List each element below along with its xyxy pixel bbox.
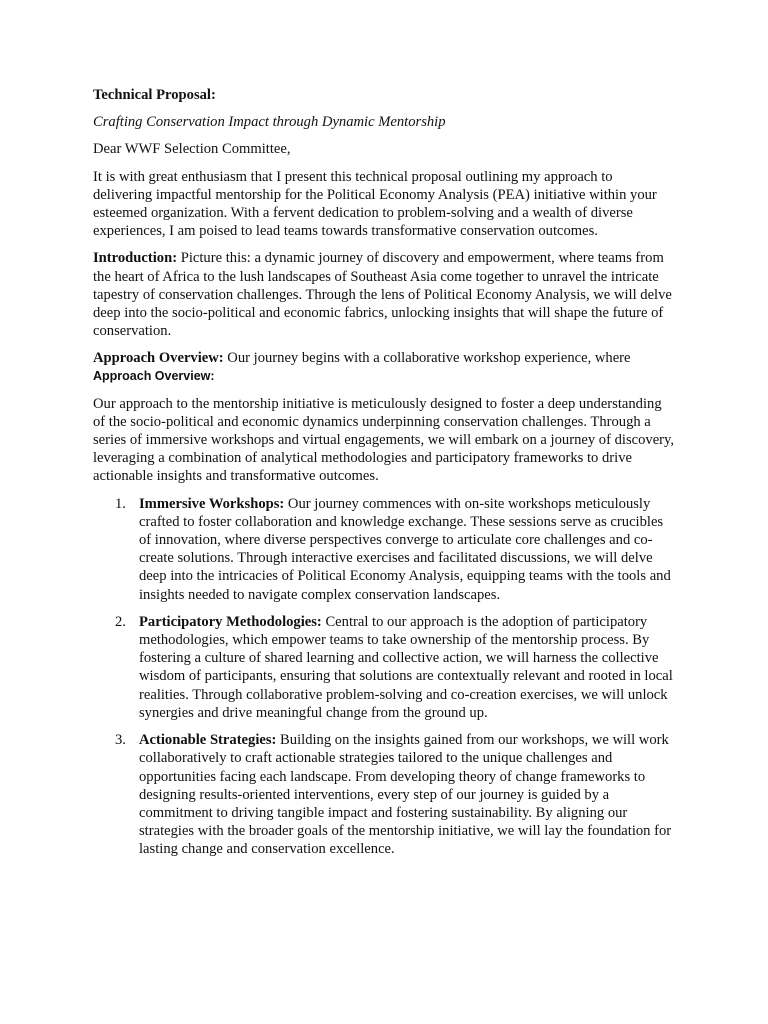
list-item-number: 1.: [115, 495, 126, 512]
list-item-label: Actionable Strategies:: [139, 732, 277, 749]
approach-overview-paragraph: Our approach to the mentorship initiative is meticulously designed to foster a deep understanding of the socio-political and economic dynamics underpinning conservation challenges. Through a series of immersive workshops and virtual engagements, we will embark on a journey of discovery, leveraging a combination of analytical methodologies and participatory frameworks to drive actionable insights and transformative outcomes.: [93, 395, 675, 485]
list-item: [93, 495, 675, 604]
approach-overview-label: Approach Overview:: [93, 350, 224, 367]
list-item-number: 3.: [115, 732, 126, 749]
approach-overview-text: Our journey begins with a collaborative workshop experience, where: [223, 350, 631, 367]
list-item-text: Building on the insights gained from our workshops, we will work collaboratively to craft actionable strategies tailored to the unique challenges and opportunities facing each landscape. From developing theory of change frameworks to designing results-oriented interventions, every step of our journey is guided by a commitment to driving tangible impact and fostering sustainability. By aligning our strategies with the broader goals of the mentorship initiative, we will lay the foundation for lasting change and conservation excellence.: [139, 732, 672, 858]
approach-overview-line: [93, 349, 675, 367]
list-item-label: Participatory Methodologies:: [139, 613, 322, 630]
introduction-label: Introduction:: [93, 250, 178, 267]
introduction-text: Picture this: a dynamic journey of discovery and empowerment, where teams from the heart of Africa to the lush landscapes of Southeast Asia come together to unravel the intricate tapestry of conservation challenges. Through the lens of Political Economy Analysis, we will delve deep into the socio-political and economic fabrics, unlocking insights that will shape the future of conservation.: [93, 250, 672, 340]
list-item: [93, 731, 675, 858]
approach-overview-heading: Approach Overview:: [93, 368, 215, 383]
list-item-label: Immersive Workshops:: [139, 495, 285, 512]
document-title: Technical Proposal:: [93, 87, 216, 103]
introduction-paragraph: [93, 249, 675, 340]
numbered-list: [93, 495, 675, 859]
list-item-text: Our journey commences with on-site workshops meticulously crafted to foster collaboration and knowledge exchange. These sessions serve as crucibles of innovation, where diverse perspectives converge to articulate core challenges and co-create solutions. Through interactive exercises and facilitated discussions, we will delve deep into the intricacies of Political Economy Analysis, equipping teams with the tools and insights needed to navigate complex conservation landscapes.: [139, 495, 671, 603]
list-item-number: 2.: [115, 613, 126, 630]
document-subtitle: Crafting Conservation Impact through Dynamic Mentorship: [93, 114, 446, 131]
document-page: [93, 86, 675, 868]
salutation: Dear WWF Selection Committee,: [93, 141, 291, 158]
list-item: [93, 613, 675, 722]
intro-paragraph: It is with great enthusiasm that I present this technical proposal outlining my approach to delivering impactful mentorship for the Political Economy Analysis (PEA) initiative within your esteemed organization. With a fervent dedication to problem-solving and a wealth of diverse experiences, I am poised to lead teams towards transformative conservation outcomes.: [93, 168, 657, 240]
list-item-text: Central to our approach is the adoption of participatory methodologies, which empower teams to take ownership of the mentorship process. By fostering a culture of shared learning and collective action, we will harness the collective wisdom of participants, ensuring that solutions are contextually relevant and rooted in local realities. Through collaborative problem-solving and co-creation exercises, we will unlock synergies and drive meaningful change from the ground up.: [139, 613, 673, 721]
